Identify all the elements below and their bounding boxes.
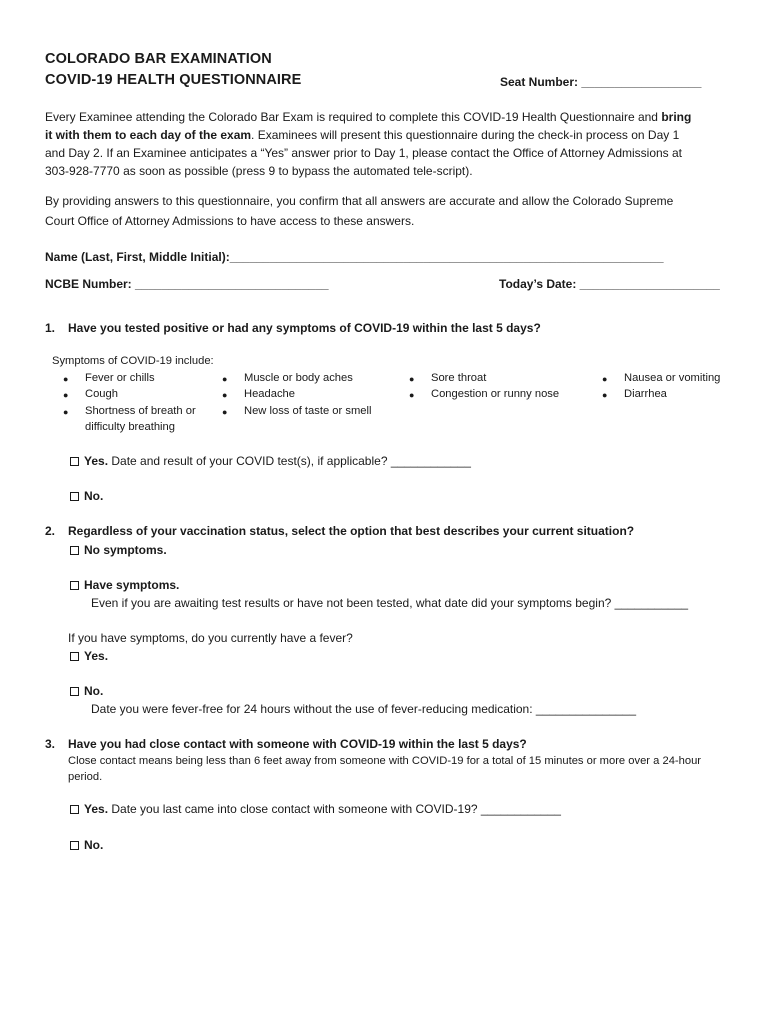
list-item: ● Fever or chills xyxy=(63,372,155,384)
checkbox-icon[interactable] xyxy=(70,581,79,590)
q1-yes-option[interactable] xyxy=(70,454,471,468)
checkbox-icon[interactable] xyxy=(70,687,79,696)
name-field[interactable]: Name (Last, First, Middle Initial):_________________________________________________________________ xyxy=(45,250,664,264)
q2-have-symptoms-option[interactable] xyxy=(70,578,179,592)
q2-no-symptoms-label: No symptoms. xyxy=(84,543,167,557)
intro-text: . Examinees will present this questionnaire during the check-in process on Day 1 xyxy=(251,128,680,142)
q2-fever-no-option[interactable] xyxy=(70,684,103,698)
checkbox-icon[interactable] xyxy=(70,457,79,466)
intro-bold-text: it with them to each day of the exam xyxy=(45,128,252,142)
question-2-text: Regardless of your vaccination status, select the option that best describes your current situation? xyxy=(68,524,635,538)
q2-fever-yes-label: Yes. xyxy=(84,649,109,663)
fever-free-date-field[interactable]: Date you were fever-free for 24 hours without the use of fever-reducing medication: _______________ xyxy=(91,702,637,716)
list-item: ● Headache xyxy=(222,388,296,400)
q3-yes-text: Date you last came into close contact with someone with COVID-19? ____________ xyxy=(108,802,561,816)
checkbox-icon[interactable] xyxy=(70,805,79,814)
list-item: ● Nausea or vomiting xyxy=(602,372,721,384)
ncbe-number-field[interactable]: NCBE Number: _____________________________ xyxy=(45,277,329,291)
q2-no-symptoms-option[interactable] xyxy=(70,543,167,557)
q1-yes-text: Date and result of your COVID test(s), if applicable? ____________ xyxy=(108,454,471,468)
checkbox-icon[interactable] xyxy=(70,841,79,850)
intro-paragraph-line-4: 303-928-7770 as soon as possible (press 9 to bypass the automated tele-script). xyxy=(45,164,473,178)
question-3-text: Have you had close contact with someone with COVID-19 within the last 5 days? xyxy=(68,737,527,751)
intro-text: Every Examinee attending the Colorado Bar Exam is required to complete this COVID-19 Health Questionnaire and xyxy=(45,110,662,124)
q2-fever-yes-option[interactable] xyxy=(70,649,108,663)
q3-yes-label: Yes. xyxy=(84,802,109,816)
intro-bold-text: bring xyxy=(661,110,692,124)
list-item: ● Shortness of breath or difficulty breathing xyxy=(63,405,196,434)
close-contact-definition-line-2: period. xyxy=(68,771,103,783)
list-item: ● Cough xyxy=(63,388,118,400)
intro-paragraph-line-1 xyxy=(45,108,691,127)
question-1-text: Have you tested positive or had any symptoms of COVID-19 within the last 5 days? xyxy=(68,321,541,335)
question-1-number: 1. xyxy=(45,321,56,335)
checkbox-icon[interactable] xyxy=(70,492,79,501)
todays-date-field[interactable]: Today’s Date: _____________________ xyxy=(499,277,720,291)
checkbox-icon[interactable] xyxy=(70,652,79,661)
q1-no-option[interactable] xyxy=(70,489,103,503)
form-title-line-1: COLORADO BAR EXAMINATION xyxy=(45,51,272,67)
q3-no-label: No. xyxy=(84,838,104,852)
q2-have-symptoms-label: Have symptoms. xyxy=(84,578,180,592)
symptoms-header: Symptoms of COVID-19 include: xyxy=(52,355,214,367)
list-item: ● Muscle or body aches xyxy=(222,372,353,384)
question-3-number: 3. xyxy=(45,737,56,751)
list-item: ● Diarrhea xyxy=(602,388,667,400)
consent-paragraph-line-1: By providing answers to this questionnaire, you confirm that all answers are accurate and allow the Colorado Supreme xyxy=(45,194,674,208)
q1-no-label: No. xyxy=(84,489,104,503)
fever-question: If you have symptoms, do you currently have a fever? xyxy=(68,631,353,645)
close-contact-definition-line-1: Close contact means being less than 6 feet away from someone with COVID-19 for a total of 15 minutes or more over a 24-hour xyxy=(68,755,702,767)
q3-no-option[interactable] xyxy=(70,838,103,852)
q2-fever-no-label: No. xyxy=(84,684,104,698)
question-2-number: 2. xyxy=(45,524,56,538)
q1-yes-label: Yes. xyxy=(84,454,109,468)
list-item: ● Sore throat xyxy=(409,372,487,384)
seat-number-field[interactable]: Seat Number: __________________ xyxy=(500,75,702,89)
consent-paragraph-line-2: Court Office of Attorney Admissions to have access to these answers. xyxy=(45,214,415,228)
symptoms-begin-field[interactable]: Even if you are awaiting test results or have not been tested, what date did your symptoms begin? ___________ xyxy=(91,596,689,610)
intro-paragraph-line-3: and Day 2. If an Examinee anticipates a “Yes” answer prior to Day 1, please contact the Office of Attorney Admissions at xyxy=(45,146,683,160)
form-title-line-2: COVID-19 HEALTH QUESTIONNAIRE xyxy=(45,72,302,88)
list-item: ● Congestion or runny nose xyxy=(409,388,560,400)
list-item: ● New loss of taste or smell xyxy=(222,405,372,417)
q3-yes-option[interactable] xyxy=(70,802,561,816)
intro-paragraph-line-2 xyxy=(45,126,679,145)
checkbox-icon[interactable] xyxy=(70,546,79,555)
